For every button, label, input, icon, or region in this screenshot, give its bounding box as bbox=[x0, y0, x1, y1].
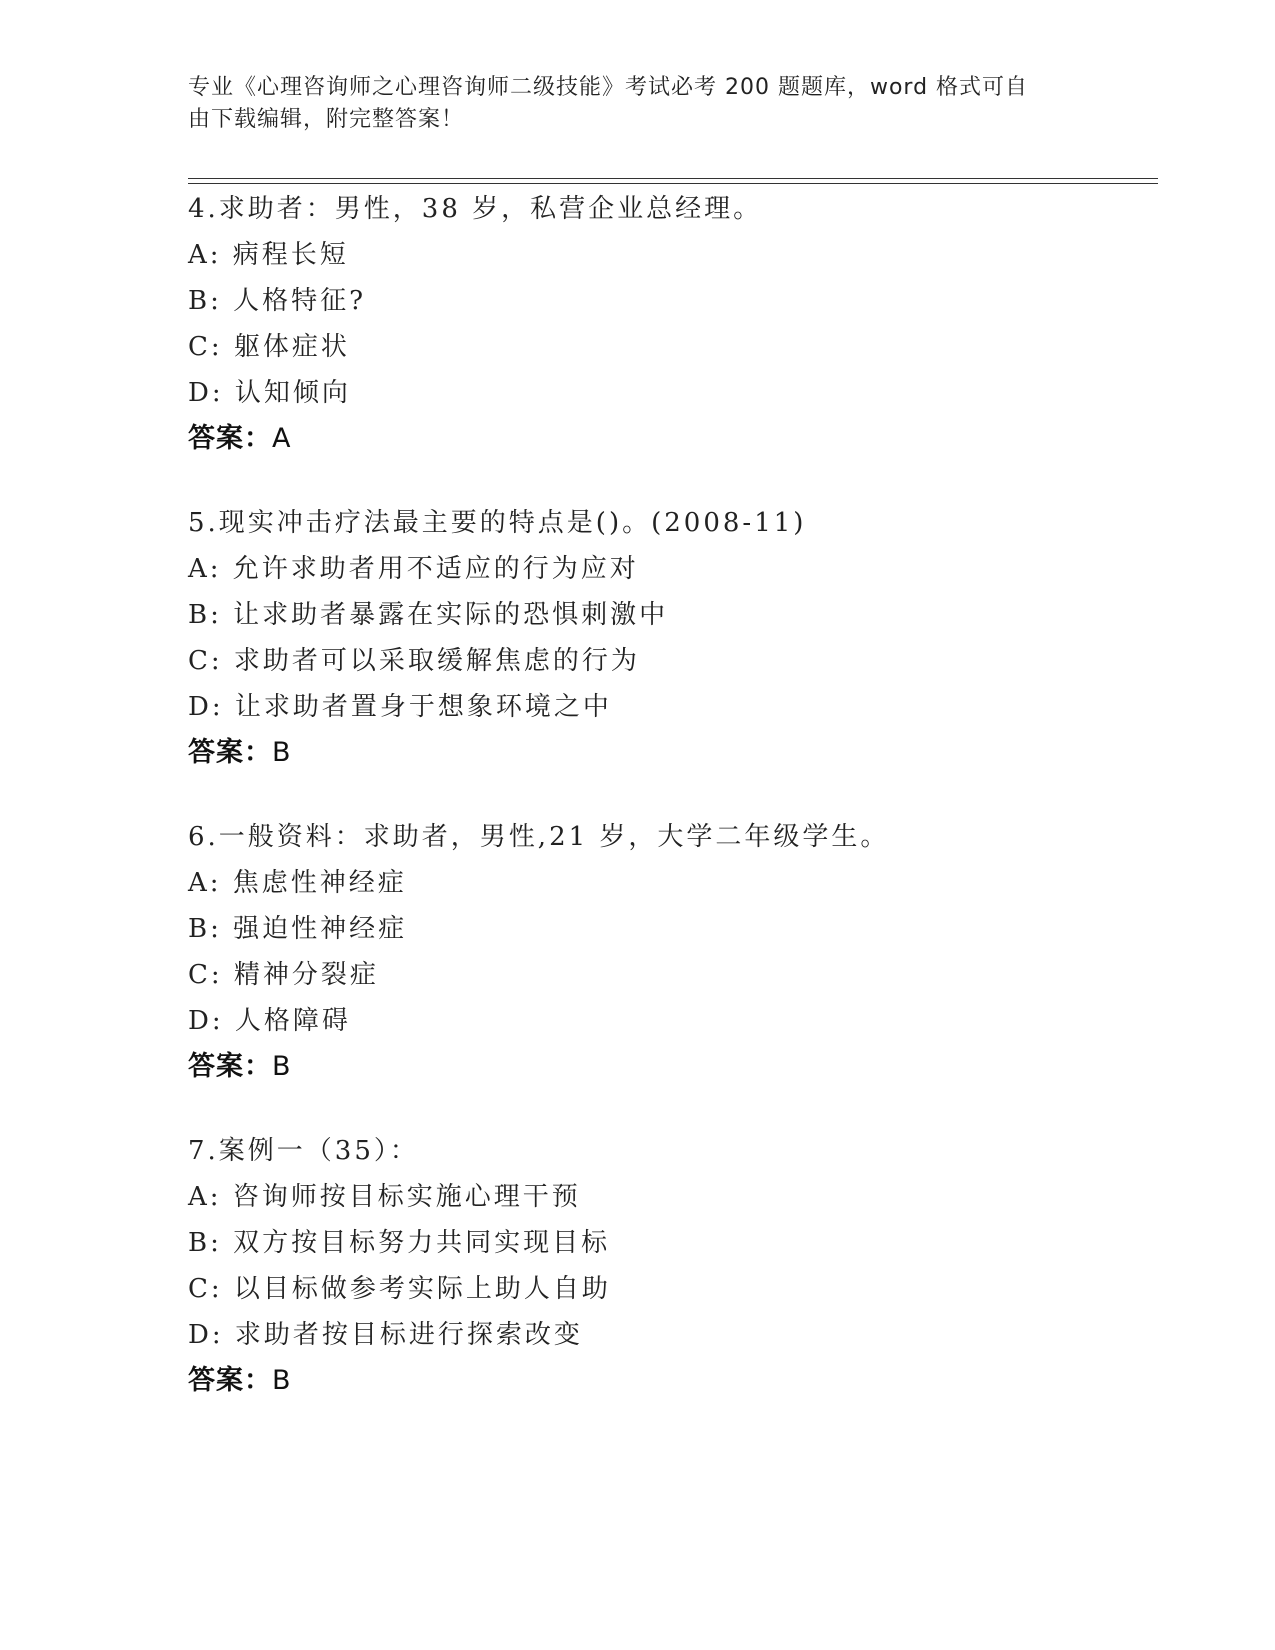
document-header bbox=[188, 72, 1088, 136]
answer-value: B bbox=[272, 1051, 292, 1082]
option-c: C: 躯体症状 bbox=[188, 332, 350, 362]
answer-value: B bbox=[272, 1365, 292, 1396]
option-c: C: 精神分裂症 bbox=[188, 960, 379, 990]
option-a: A: 咨询师按目标实施心理干预 bbox=[188, 1182, 581, 1212]
option-b: B: 让求助者暴露在实际的恐惧刺激中 bbox=[188, 600, 669, 630]
option-b: B: 双方按目标努力共同实现目标 bbox=[188, 1228, 611, 1258]
option-a: A: 允许求助者用不适应的行为应对 bbox=[188, 554, 639, 584]
question-stem: 6.一般资料：求助者，男性,21 岁，大学二年级学生。 bbox=[188, 822, 890, 852]
answer bbox=[188, 1358, 1158, 1404]
answer-label: 答案： bbox=[188, 737, 272, 768]
header-divider-top bbox=[188, 178, 1158, 179]
question-4 bbox=[188, 186, 1158, 462]
answer bbox=[188, 730, 1158, 776]
option-c: C: 以目标做参考实际上助人自助 bbox=[188, 1274, 611, 1304]
header-divider-bottom bbox=[188, 183, 1158, 184]
option-a: A: 焦虑性神经症 bbox=[188, 868, 407, 898]
answer-value: B bbox=[272, 737, 292, 768]
option-d: D: 认知倾向 bbox=[188, 378, 351, 408]
option-b: B: 人格特征? bbox=[188, 286, 367, 316]
question-stem: 4.求助者：男性，38 岁，私营企业总经理。 bbox=[188, 194, 763, 224]
header-line-2: 由下载编辑，附完整答案！ bbox=[188, 107, 465, 132]
question-6 bbox=[188, 814, 1158, 1090]
question-7 bbox=[188, 1128, 1158, 1404]
answer-label: 答案： bbox=[188, 1365, 272, 1396]
question-stem: 7.案例一（35）： bbox=[188, 1136, 419, 1166]
option-a: A: 病程长短 bbox=[188, 240, 349, 270]
header-line-1: 专业《心理咨询师之心理咨询师二级技能》考试必考 200 题题库，word 格式可自 bbox=[188, 75, 1029, 100]
answer-value: A bbox=[272, 423, 292, 454]
question-stem: 5.现实冲击疗法最主要的特点是()。(2008-11) bbox=[188, 508, 807, 538]
option-b: B: 强迫性神经症 bbox=[188, 914, 408, 944]
question-5 bbox=[188, 500, 1158, 776]
option-d: D: 让求助者置身于想象环境之中 bbox=[188, 692, 612, 722]
option-d: D: 人格障碍 bbox=[188, 1006, 351, 1036]
answer-label: 答案： bbox=[188, 1051, 272, 1082]
option-c: C: 求助者可以采取缓解焦虑的行为 bbox=[188, 646, 640, 676]
answer bbox=[188, 1044, 1158, 1090]
answer bbox=[188, 416, 1158, 462]
option-d: D: 求助者按目标进行探索改变 bbox=[188, 1320, 583, 1350]
answer-label: 答案： bbox=[188, 423, 272, 454]
